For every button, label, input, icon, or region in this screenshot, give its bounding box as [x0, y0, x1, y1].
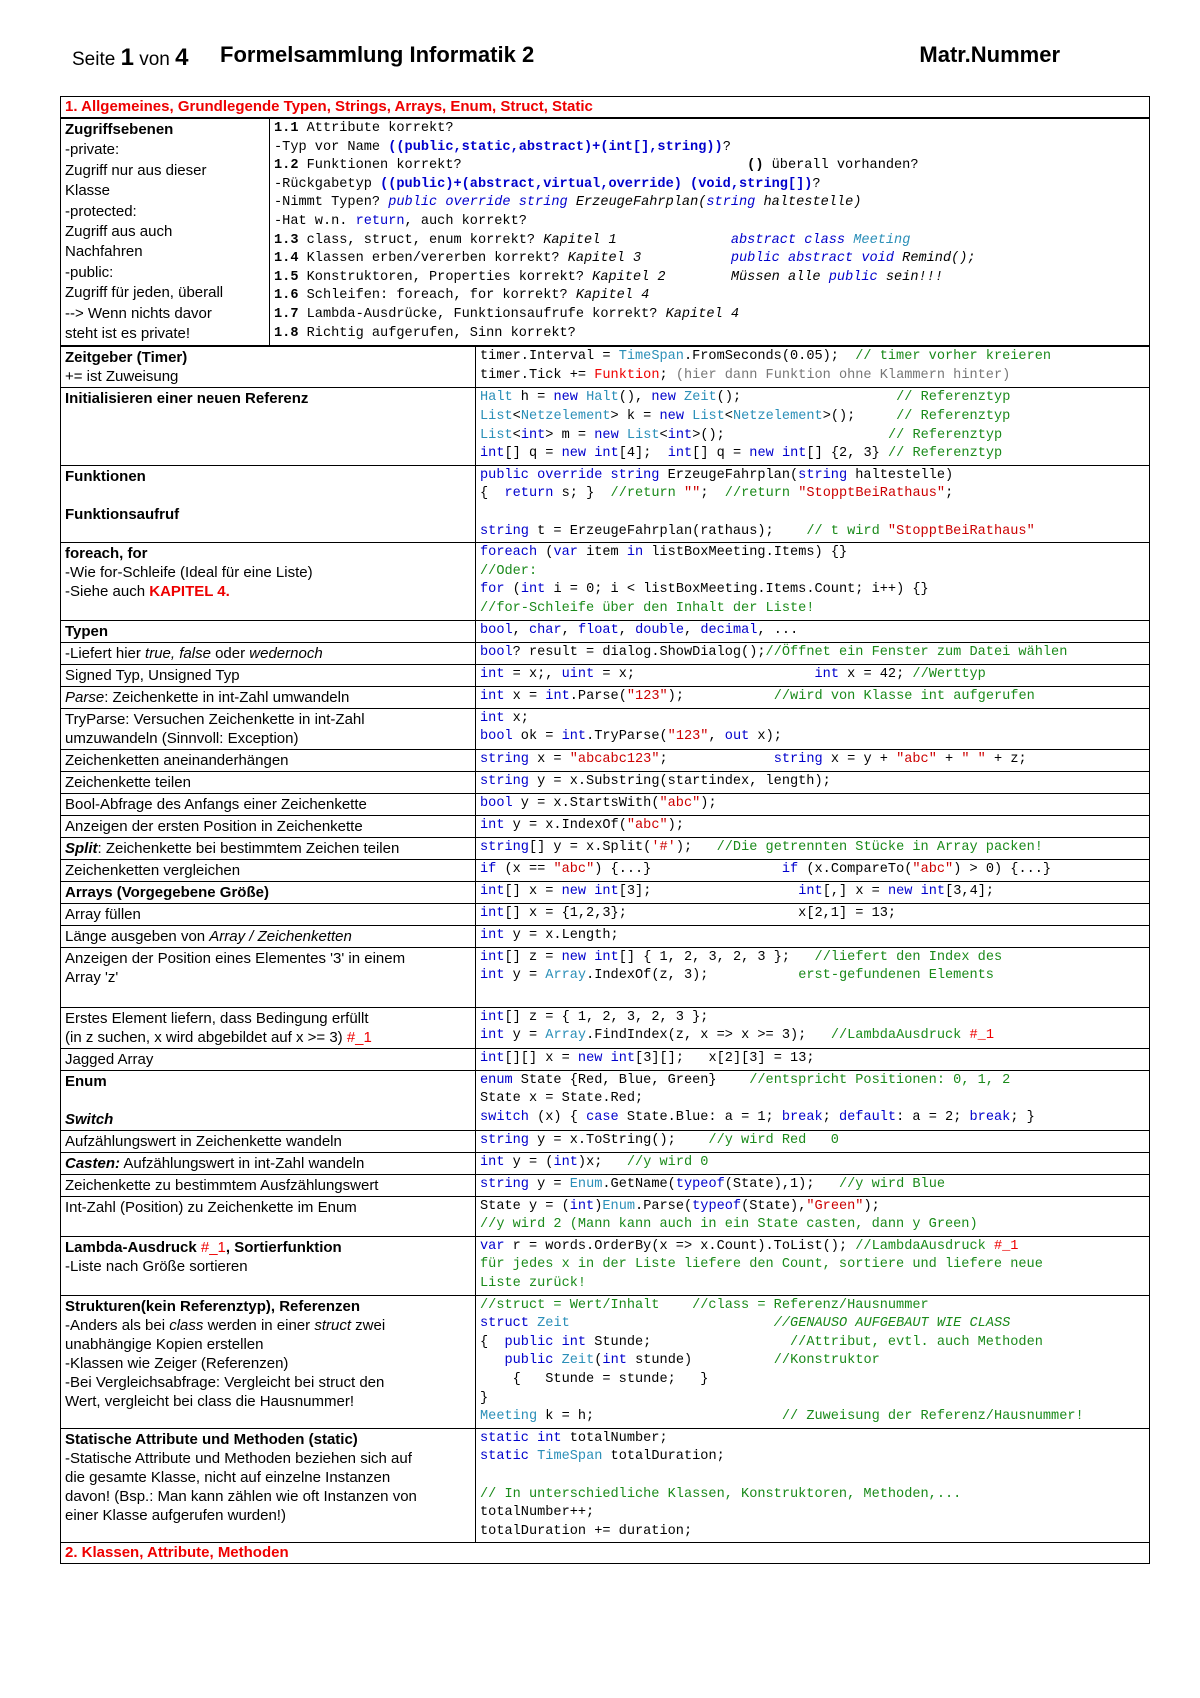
table-row: Lambda-Ausdruck #_1, Sortierfunktion -Liste nach Größe sortieren var r = words.OrderBy(x => x.Count).ToList(); //LambdaAusdruck #_1 für jedes x in der Liste liefere den Count, sortiere und liefere neue Liste zurück!	[61, 1236, 1150, 1295]
table-row: Strukturen(kein Referenztyp), Referenzen -Anders als bei class werden in einer struct zwei unabhängige Kopien erstellen -Klassen wie Zeiger (Referenzen) -Bei Vergleichsabfrage: Vergleicht bei struct den Wert, vergleicht bei class die Hausnummer! //struct = Wert/Inhalt //class = Referenz/Hausnummer struct Zeit //GENAUSO AUFGEBAUT WIE CLASS { public int Stunde; //Attribut, evtl. auch Methoden public Zeit(int stunde) //Konstruktor { Stunde = stunde; } } Meeting k = h; // Zuweisung der Referenz/Hausnummer!	[61, 1295, 1150, 1428]
table-row: Aufzählungswert in Zeichenkette wandeln string y = x.ToString(); //y wird Red 0	[61, 1130, 1150, 1152]
formula-sheet	[60, 96, 1150, 1564]
table-row: Parse: Zeichenkette in int-Zahl umwandeln int x = int.Parse("123"); //wird von Klasse int aufgerufen	[61, 686, 1150, 708]
table-row: Länge ausgeben von Array / Zeichenketten int y = x.Length;	[61, 925, 1150, 947]
document-title: Formelsammlung Informatik 2	[220, 42, 535, 67]
formula-table	[60, 346, 1150, 1543]
table-row: Typen bool, char, float, double, decimal, ...	[61, 620, 1150, 642]
table-row: Erstes Element liefern, dass Bedingung erfüllt (in z suchen, x wird abgebildet auf x >= 3) #_1 int[] z = { 1, 2, 3, 2, 3 }; int y = Array.FindIndex(z, x => x >= 3); //LambdaAusdruck #_1	[61, 1007, 1150, 1048]
table-row: Split: Zeichenkette bei bestimmtem Zeichen teilen string[] y = x.Split('#'); //Die getrennten Stücke in Array packen!	[61, 837, 1150, 859]
table-row: Zeichenketten vergleichen if (x == "abc") {...} if (x.CompareTo("abc") > 0) {...}	[61, 859, 1150, 881]
table-row: Signed Typ, Unsigned Typ int = x;, uint = x; int x = 42; //Werttyp	[61, 664, 1150, 686]
section-heading-1: 1. Allgemeines, Grundlegende Typen, Strings, Arrays, Enum, Struct, Static	[60, 96, 1150, 118]
table-row: Casten: Aufzählungswert in int-Zahl wandeln int y = (int)x; //y wird 0	[61, 1152, 1150, 1174]
table-row: Zeichenketten aneinanderhängen string x = "abcabc123"; string x = y + "abc" + " " + z;	[61, 749, 1150, 771]
page-header	[72, 40, 1060, 74]
table-row: Enum Switch enum State {Red, Blue, Green} //entspricht Positionen: 0, 1, 2 State x = State.Red; switch (x) { case State.Blue: a = 1; break; default: a = 2; break; }	[61, 1070, 1150, 1130]
table-row: -Liefert hier true, false oder wedernoch bool? result = dialog.ShowDialog();//Öffnet ein Fenster zum Datei wählen	[61, 642, 1150, 664]
table-row: Zeichenkette zu bestimmtem Ausfzählungswert string y = Enum.GetName(typeof(State),1); //y wird Blue	[61, 1174, 1150, 1196]
matr-number-label: Matr.Nummer	[919, 42, 1060, 67]
table-row: foreach, for -Wie for-Schleife (Ideal für eine Liste) -Siehe auch KAPITEL 4. foreach (var item in listBoxMeeting.Items) {} //Oder: for (int i = 0; i < listBoxMeeting.Items.Count; i++) {} //for-Schleife über den Inhalt der Liste!	[61, 543, 1150, 620]
table-row: Int-Zahl (Position) zu Zeichenkette im Enum State y = (int)Enum.Parse(typeof(State),"Green"); //y wird 2 (Mann kann auch in ein State casten, dann y Green)	[61, 1196, 1150, 1236]
checklist-cell: 1.1 Attribute korrekt? -Typ vor Name ((public,static,abstract)+(int[],string))? 1.2 Funktionen korrekt? () überall vorhanden? -Rückgabetyp ((public)+(abstract,virtual,override) (void,string[])? -Nimmt Typen? public override string ErzeugeFahrplan(string haltestelle) -Hat w.n. return, auch korrekt? 1.3 class, struct, enum korrekt? Kapitel 1 abstract class Meeting 1.4 Klassen erben/vererben korrekt? Kapitel 3 public abstract void Remind(); 1.5 Konstruktoren, Properties korrekt? Kapitel 2 Müssen alle public sein!!! 1.6 Schleifen: foreach, for korrekt? Kapitel 4 1.7 Lambda-Ausdrücke, Funktionsaufrufe korrekt? Kapitel 4 1.8 Richtig aufgerufen, Sinn korrekt?	[270, 119, 1150, 346]
checklist-table	[60, 118, 1150, 346]
table-row: Zeichenkette teilen string y = x.Substring(startindex, length);	[61, 771, 1150, 793]
table-row: Anzeigen der Position eines Elementes '3' in einem Array 'z' int[] z = new int[] { 1, 2, 3, 2, 3 }; //liefert den Index des int y = Array.IndexOf(z, 3); erst-gefundenen Elements	[61, 947, 1150, 1007]
table-row: Initialisieren einer neuen Referenz Halt h = new Halt(), new Zeit(); // Referenztyp List<Netzelement> k = new List<Netzelement>(); // Referenztyp List<int> m = new List<int>(); // Referenztyp int[] q = new int[4]; int[] q = new int[] {2, 3} // Referenztyp	[61, 388, 1150, 465]
page-indicator: Seite 1 von 4	[72, 44, 189, 71]
access-levels-cell: Zugriffsebenen -private: Zugriff nur aus dieser Klasse -protected: Zugriff aus auch Nachfahren -public: Zugriff für jeden, überall --> Wenn nichts davor steht ist es private!	[61, 119, 270, 346]
table-row: Anzeigen der ersten Position in Zeichenkette int y = x.IndexOf("abc");	[61, 815, 1150, 837]
table-row: Funktionen Funktionsaufruf public override string ErzeugeFahrplan(string haltestelle) { return s; } //return ""; //return "StopptBeiRathaus"; string t = ErzeugeFahrplan(rathaus); // t wird "StopptBeiRathaus"	[61, 465, 1150, 542]
table-row: Array füllen int[] x = {1,2,3}; x[2,1] = 13;	[61, 903, 1150, 925]
section-heading-2: 2. Klassen, Attribute, Methoden	[60, 1543, 1150, 1564]
table-row: TryParse: Versuchen Zeichenkette in int-Zahl umzuwandeln (Sinnvoll: Exception) int x; bool ok = int.TryParse("123", out x);	[61, 708, 1150, 749]
table-row: Statische Attribute und Methoden (static) -Statische Attribute und Methoden beziehen sich auf die gesamte Klasse, nicht auf einzelne Instanzen davon! (Bsp.: Man kann zählen wie oft Instanzen von einer Klasse aufgerufen wurden!) static int totalNumber; static TimeSpan totalDuration; // In unterschiedliche Klassen, Konstruktoren, Methoden,... totalNumber++; totalDuration += duration;	[61, 1428, 1150, 1543]
table-row: Zeitgeber (Timer) += ist Zuweisung timer.Interval = TimeSpan.FromSeconds(0.05); // timer vorher kreieren timer.Tick += Funktion; (hier dann Funktion ohne Klammern hinter)	[61, 347, 1150, 388]
table-row: Jagged Array int[][] x = new int[3][]; x[2][3] = 13;	[61, 1048, 1150, 1070]
table-row: Bool-Abfrage des Anfangs einer Zeichenkette bool y = x.StartsWith("abc");	[61, 793, 1150, 815]
table-row: Arrays (Vorgegebene Größe) int[] x = new int[3]; int[,] x = new int[3,4];	[61, 881, 1150, 903]
